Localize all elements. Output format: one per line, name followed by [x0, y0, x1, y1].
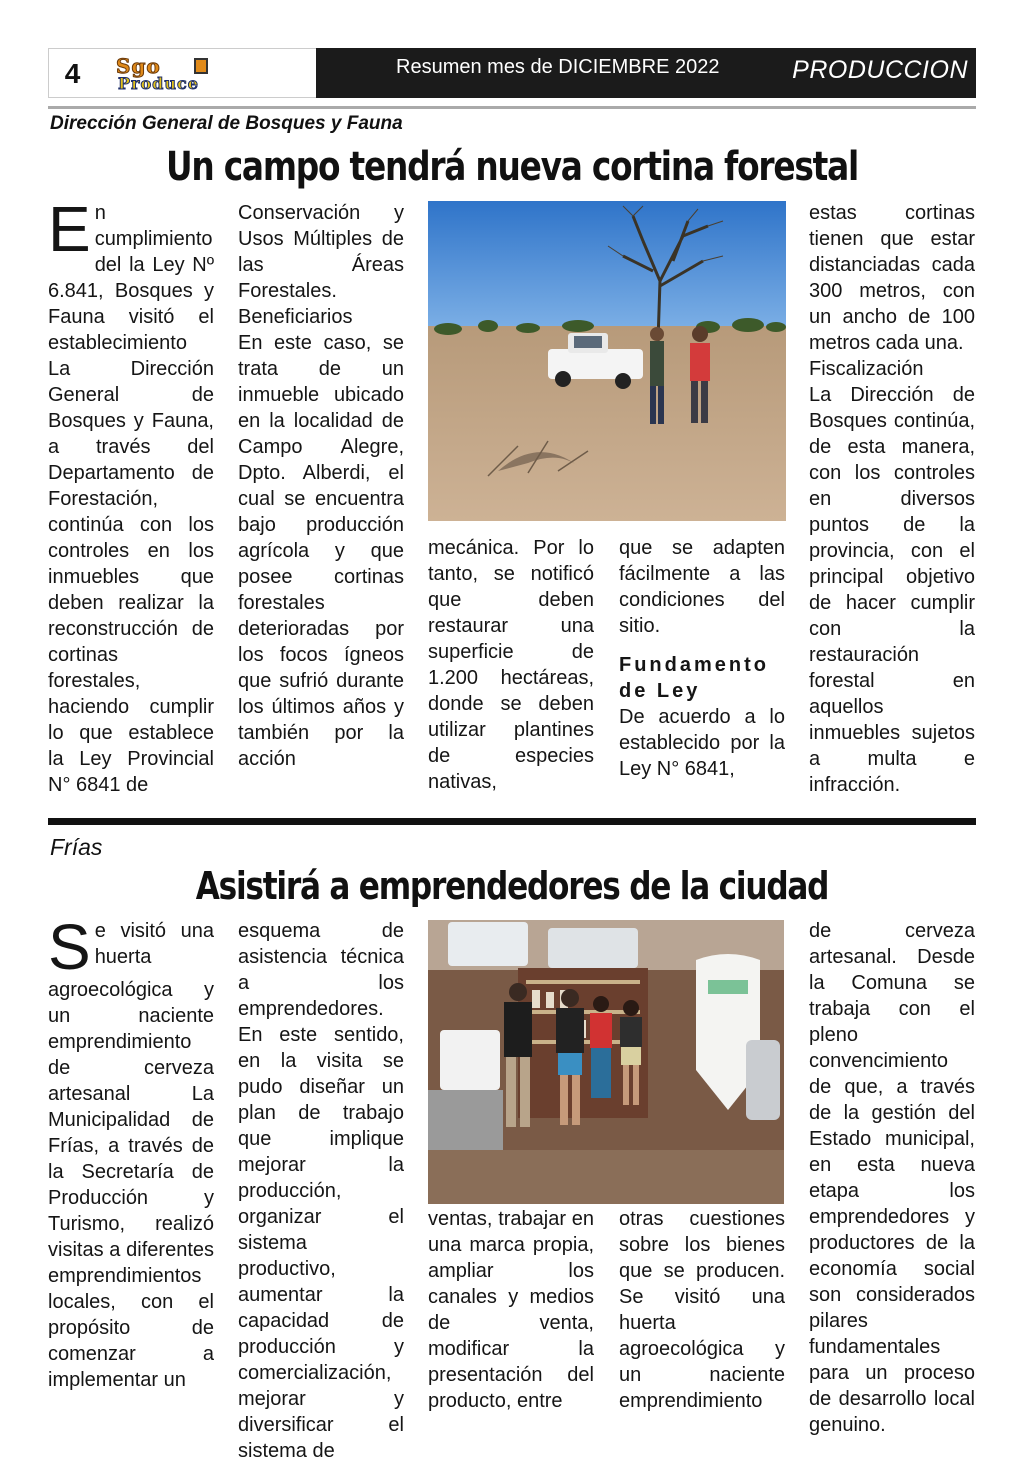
article2-col1-text: e visitó una huerta agroecológica y un naciente emprendimiento de cerveza artesanal La Municipalidad de Frías, a través de la Secretaría de Producción y Turismo, realizó visitas a diferentes emprendimientos locales, con el propósito de comenzar a implementar un	[48, 920, 214, 1391]
logo-text-bottom: Produce	[118, 74, 199, 93]
article1-col5-text-a: estas cortinas tienen que estar distanciadas cada 300 metros, con un ancho de 100 metros cada una.	[809, 202, 975, 354]
article1-column-2	[238, 200, 404, 800]
logo-emblem-icon	[194, 58, 208, 74]
section-title: PRODUCCION	[792, 56, 968, 84]
page-header	[48, 48, 976, 98]
article2-dropcap: S	[48, 911, 91, 983]
issue-summary: Resumen mes de DICIEMBRE 2022	[396, 56, 720, 78]
article2-photo	[428, 920, 784, 1204]
article2-column-4	[619, 1206, 785, 1412]
article1-subhead-beneficiarios: Beneficiarios	[238, 306, 353, 328]
article1-column-1	[48, 193, 214, 800]
article2-col4-text: otras cuestiones sobre los bienes que se producen. Se visitó una huerta agroecológica y un naciente emprendimiento	[619, 1208, 785, 1412]
article1-col2-text-a: Conservación y Usos Múltiples de las Áreas Forestales.	[238, 202, 404, 302]
page-number: 4	[48, 48, 96, 98]
article1-col4-text-b: De acuerdo a lo establecido por la Ley N° 6841,	[619, 706, 785, 780]
article2-column-5	[809, 918, 975, 1436]
article1-column-5	[809, 200, 975, 800]
article2-col3-text: ventas, trabajar en una marca propia, ampliar los canales y medios de venta, modificar la presentación del producto, entre	[428, 1208, 594, 1412]
article1-dropcap: E	[48, 193, 91, 265]
header-bar	[316, 48, 976, 98]
article1-photo	[428, 201, 786, 521]
article1-subhead-fiscalizacion: Fiscalización	[809, 358, 924, 380]
article-separator	[48, 818, 976, 825]
article2-column-3	[428, 1206, 594, 1412]
logo-text-top: Sgo	[116, 54, 161, 78]
article1-column-4	[619, 535, 785, 800]
article2-kicker: Frías	[50, 834, 103, 860]
article1-col2-text-b: En este caso, se trata de un inmueble ubicado en la localidad de Campo Alegre, Dpto. Alberdi, el cual se encuentra bajo producción agrícola y que posee cortinas forestales deterioradas por los focos ígneos que sufrió durante los últimos años y también por la acción	[238, 332, 404, 770]
article1-headline: Un campo tendrá nueva cortina forestal	[165, 144, 859, 190]
article2-col2-text: esquema de asistencia técnica a los emprendedores. En este sentido, en la visita se pudo diseñar un plan de trabajo que implique mejorar la producción, organizar el sistema productivo, aumentar la capacidad de producción y comercialización, mejorar y diversificar el sistema de	[238, 920, 404, 1462]
article1-column-3	[428, 535, 594, 800]
article1-col5-text-b: La Dirección de Bosques continúa, de esta manera, con los controles en diversos puntos de la provincia, con el principal objetivo de hacer cumplir con la restauración forestal en aquellos inmuebles sujetos a multa e infracción.	[809, 384, 975, 796]
article2-headline: Asistirá a emprendedores de la ciudad	[195, 864, 829, 908]
article1-col4-text-a: que se adapten fácilmente a las condiciones del sitio.	[619, 537, 785, 637]
article1-col3-text: mecánica. Por lo tanto, se notificó que deben restaurar una superficie de 1.200 hectáreas, donde se deben utilizar plantines de especies nativas,	[428, 537, 594, 793]
header-divider	[48, 106, 976, 109]
article1-col1-text: n cumplimiento del la Ley Nº 6.841, Bosques y Fauna visitó el establecimiento La Dirección General de Bosques y Fauna, a través del Departamento de Forestación, continúa con los controles en los inmuebles que deben realizar la reconstrucción de cortinas forestales, haciendo cumplir lo que establece la Ley Provincial N° 6841 de	[48, 202, 214, 796]
article1-kicker: Dirección General de Bosques y Fauna	[50, 113, 403, 134]
article2-column-1	[48, 911, 214, 1391]
article1-subhead-fundamento: Fundamento de Ley	[619, 654, 769, 702]
article2-col5-text: de cerveza artesanal. Desde la Comuna se trabaja con el pleno convencimiento de que, a través de la gestión del Estado municipal, en esta nueva etapa los emprendedores y productores de la economía social son considerados pilares fundamentales para un proceso de desarrollo local genuino.	[809, 920, 975, 1436]
article2-column-2	[238, 918, 404, 1462]
